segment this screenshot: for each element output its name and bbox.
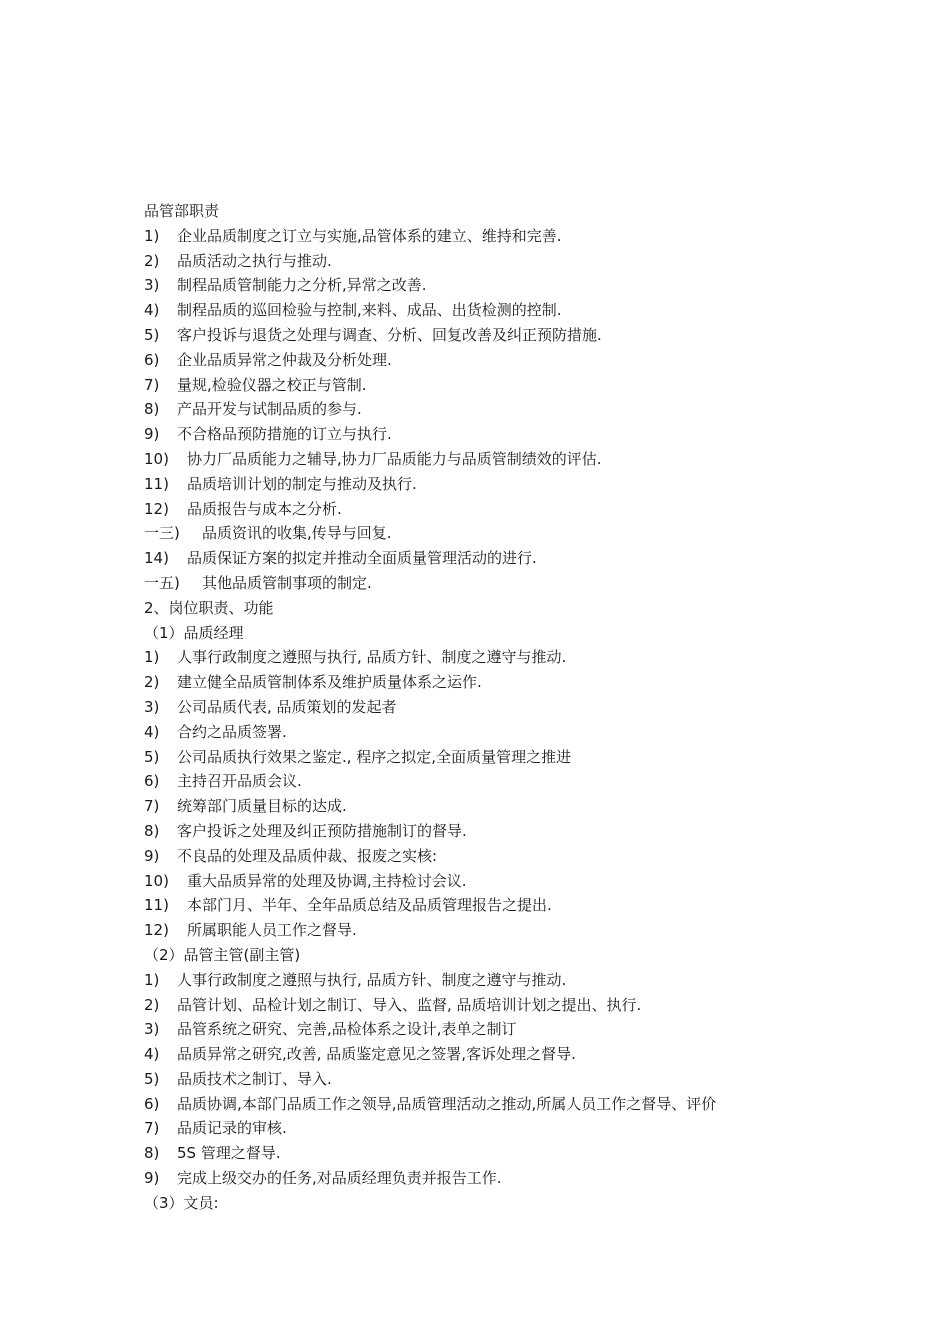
subsection-heading-clerk: （3）文员:: [144, 1193, 219, 1212]
item-number: 2): [144, 673, 160, 692]
item-text: 公司品质代表, 品质策划的发起者: [177, 697, 397, 716]
list-item: [144, 323, 934, 348]
item-number: 1): [144, 970, 160, 989]
item-text: 不合格品预防措施的订立与执行.: [177, 425, 392, 444]
list-item: [144, 794, 934, 819]
item-number: 4): [144, 1045, 160, 1064]
item-number: 3): [144, 1020, 160, 1039]
list-item: [144, 1017, 934, 1042]
list-item: [144, 224, 934, 249]
subsection-heading-supervisor: （2）品管主管(副主管): [144, 945, 301, 964]
item-number: 10): [144, 871, 169, 890]
document-body: [144, 199, 934, 1216]
item-text: 合约之品质签署.: [177, 722, 287, 741]
list-item: [144, 1166, 934, 1191]
item-text: 建立健全品质管制体系及维护质量体系之运作.: [177, 673, 482, 692]
item-number: 14): [144, 549, 169, 568]
item-text: 品质保证方案的拟定并推动全面质量管理活动的进行.: [187, 549, 537, 568]
item-number: 3): [144, 276, 160, 295]
list-item: [144, 348, 934, 373]
list-item: [144, 819, 934, 844]
item-number: 2): [144, 995, 160, 1014]
list-item: [144, 993, 934, 1018]
list-item: [144, 472, 934, 497]
item-number: 8): [144, 821, 160, 840]
supervisor-duties-list: [144, 968, 934, 1191]
item-number: 4): [144, 722, 160, 741]
list-item: [144, 1092, 934, 1117]
item-text: 所属职能人员工作之督导.: [187, 921, 357, 940]
item-number: 9): [144, 846, 160, 865]
item-text: 品管计划、品检计划之制订、导入、监督, 品质培训计划之提出、执行.: [177, 995, 642, 1014]
item-text: 品质资讯的收集,传导与回复.: [202, 524, 392, 543]
item-number: 8): [144, 400, 160, 419]
dept-duties-list: [144, 224, 934, 596]
item-number: 7): [144, 797, 160, 816]
list-item: [144, 422, 934, 447]
list-item: [144, 298, 934, 323]
item-number: 12): [144, 921, 169, 940]
subsection-heading-manager: （1）品质经理: [144, 623, 244, 642]
manager-duties-list: [144, 645, 934, 943]
item-number: 1): [144, 226, 160, 245]
item-number: 11): [144, 474, 169, 493]
list-item: [144, 745, 934, 770]
list-item: [144, 497, 934, 522]
list-item: [144, 1042, 934, 1067]
item-text: 其他品质管制事项的制定.: [202, 573, 372, 592]
item-number: 12): [144, 499, 169, 518]
item-number: 1): [144, 648, 160, 667]
item-number: 3): [144, 697, 160, 716]
item-text: 不良品的处理及品质仲裁、报废之实核:: [177, 846, 438, 865]
item-text: 客户投诉与退货之处理与调查、分析、回复改善及纠正预防措施.: [177, 325, 602, 344]
item-text: 5S 管理之督导.: [177, 1144, 281, 1163]
item-text: 品质异常之研究,改善, 品质鉴定意见之签署,客诉处理之督导.: [177, 1045, 576, 1064]
list-item: [144, 893, 934, 918]
item-number: 5): [144, 747, 160, 766]
item-text: 品质培训计划的制定与推动及执行.: [187, 474, 417, 493]
list-item: [144, 695, 934, 720]
doc-title: 品管部职责: [144, 202, 220, 220]
item-text: 企业品质异常之仲裁及分析处理.: [177, 350, 392, 369]
list-item: [144, 249, 934, 274]
list-item: [144, 844, 934, 869]
item-text: 产品开发与试制品质的参与.: [177, 400, 362, 419]
item-text: 客户投诉之处理及纠正预防措施制订的督导.: [177, 821, 467, 840]
list-item: [144, 869, 934, 894]
item-text: 本部门月、半年、全年品质总结及品质管理报告之提出.: [187, 896, 552, 915]
item-text: 品质报告与成本之分析.: [187, 499, 342, 518]
item-number: 6): [144, 350, 160, 369]
item-text: 公司品质执行效果之鉴定., 程序之拟定,全面质量管理之推进: [177, 747, 572, 766]
list-item: [144, 918, 934, 943]
item-number: 6): [144, 1094, 160, 1113]
list-item: [144, 546, 934, 571]
list-item: [144, 645, 934, 670]
list-item: [144, 571, 934, 596]
item-number: 一三): [144, 524, 180, 543]
item-text: 品管系统之研究、完善,品检体系之设计,表单之制订: [177, 1020, 517, 1039]
item-number: 8): [144, 1144, 160, 1163]
list-item: [144, 968, 934, 993]
item-number: 一五): [144, 573, 180, 592]
item-number: 4): [144, 301, 160, 320]
list-item: [144, 521, 934, 546]
item-text: 品质协调,本部门品质工作之领导,品质管理活动之推动,所属人员工作之督导、评价: [177, 1094, 717, 1113]
item-text: 制程品质的巡回检验与控制,来料、成品、出货检测的控制.: [177, 301, 562, 320]
item-text: 品质技术之制订、导入.: [177, 1069, 332, 1088]
item-number: 5): [144, 1069, 160, 1088]
item-text: 完成上级交办的任务,对品质经理负责并报告工作.: [177, 1169, 502, 1188]
item-number: 9): [144, 1169, 160, 1188]
section-title: 2、岗位职责、功能: [144, 598, 274, 617]
item-text: 协力厂品质能力之辅导,协力厂品质能力与品质管制绩效的评估.: [187, 449, 602, 468]
item-number: 7): [144, 375, 160, 394]
item-number: 9): [144, 425, 160, 444]
item-number: 11): [144, 896, 169, 915]
list-item: [144, 1067, 934, 1092]
item-number: 10): [144, 449, 169, 468]
list-item: [144, 397, 934, 422]
list-item: [144, 373, 934, 398]
item-text: 统筹部门质量目标的达成.: [177, 797, 347, 816]
item-text: 主持召开品质会议.: [177, 772, 302, 791]
item-text: 品质记录的审核.: [177, 1119, 287, 1138]
item-number: 2): [144, 251, 160, 270]
item-text: 重大品质异常的处理及协调,主持检讨会议.: [187, 871, 467, 890]
item-text: 人事行政制度之遵照与执行, 品质方针、制度之遵守与推动.: [177, 970, 567, 989]
list-item: [144, 670, 934, 695]
item-number: 6): [144, 772, 160, 791]
list-item: [144, 273, 934, 298]
list-item: [144, 720, 934, 745]
item-text: 人事行政制度之遵照与执行, 品质方针、制度之遵守与推动.: [177, 648, 567, 667]
list-item: [144, 447, 934, 472]
item-text: 制程品质管制能力之分析,异常之改善.: [177, 276, 427, 295]
list-item: [144, 1116, 934, 1141]
item-number: 7): [144, 1119, 160, 1138]
item-number: 5): [144, 325, 160, 344]
list-item: [144, 769, 934, 794]
item-text: 量规,检验仪器之校正与管制.: [177, 375, 367, 394]
item-text: 企业品质制度之订立与实施,品管体系的建立、维持和完善.: [177, 226, 562, 245]
item-text: 品质活动之执行与推动.: [177, 251, 332, 270]
list-item: [144, 1141, 934, 1166]
